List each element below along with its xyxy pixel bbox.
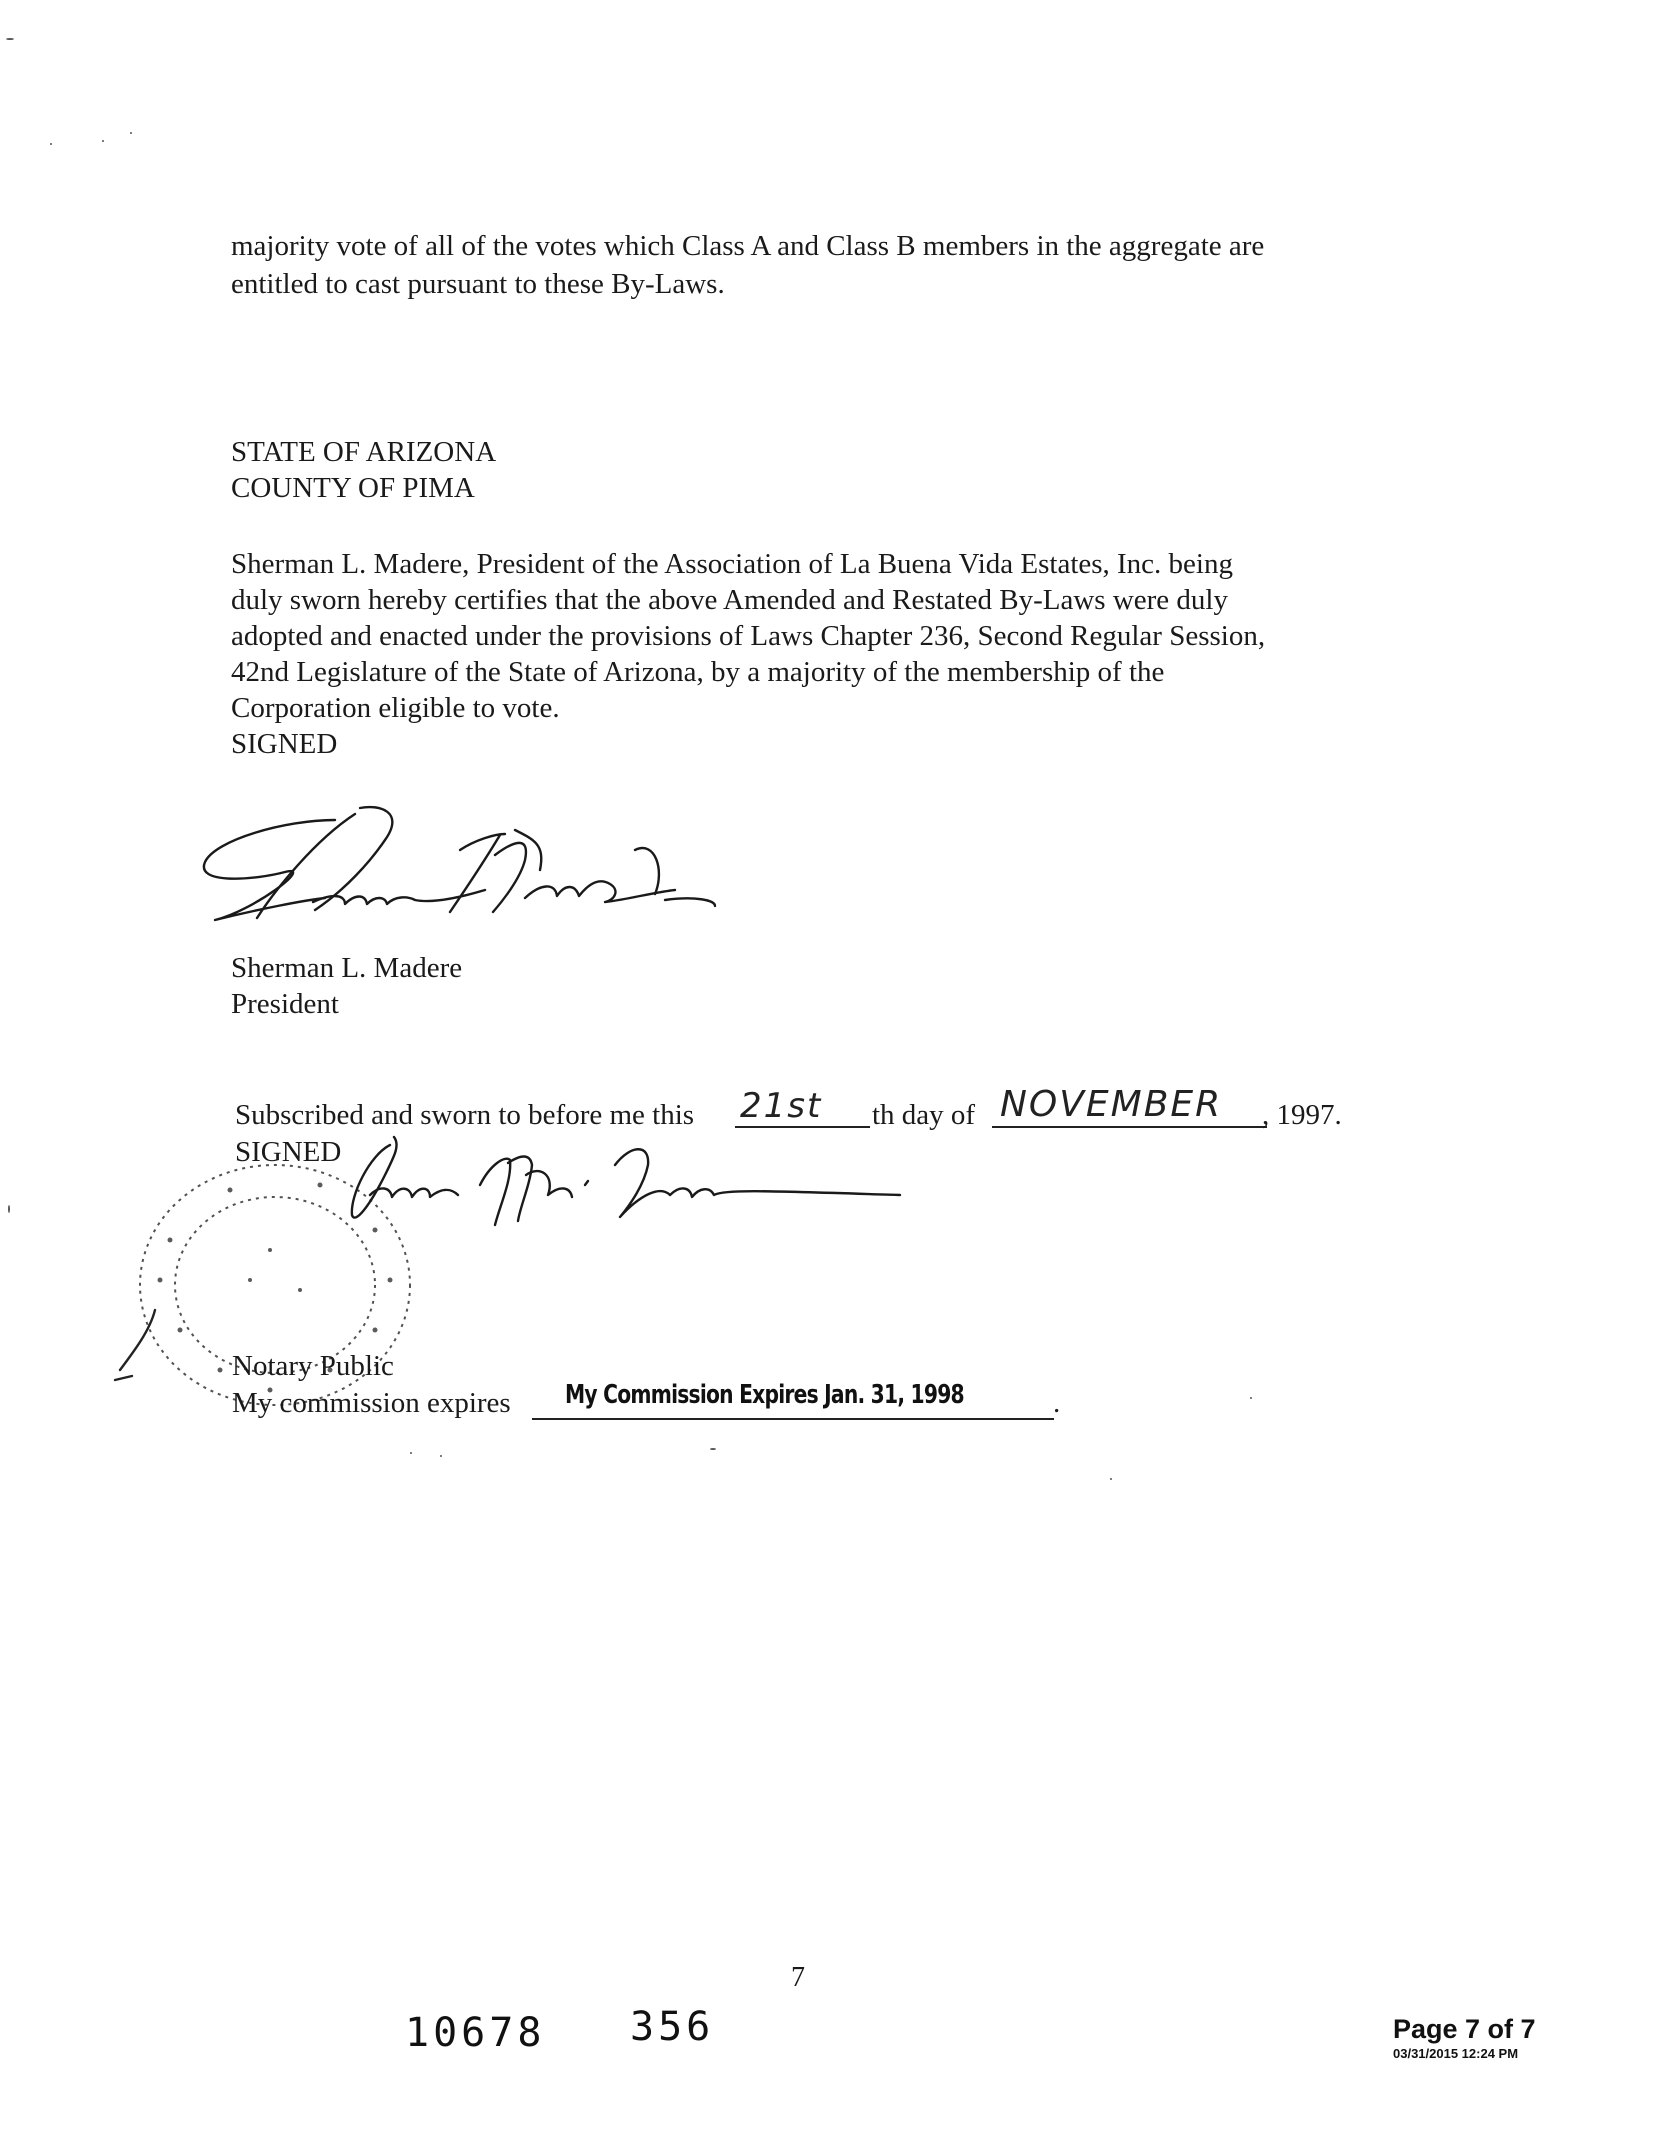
paragraph-line: entitled to cast pursuant to these By-Laws. bbox=[231, 268, 725, 300]
certification-line: Sherman L. Madere, President of the Association of La Buena Vida Estates, Inc. being bbox=[231, 548, 1233, 580]
commission-label: My commission expires bbox=[232, 1387, 511, 1419]
docket-page: 356 bbox=[630, 2004, 715, 2050]
page-number: 7 bbox=[791, 1962, 805, 1993]
scan-speck bbox=[102, 140, 104, 142]
signer-title: President bbox=[231, 988, 339, 1020]
month-field bbox=[992, 1126, 1267, 1128]
signer-name: Sherman L. Madere bbox=[231, 952, 463, 984]
certification-line: duly sworn hereby certifies that the above Amended and Restated By-Laws were duly bbox=[231, 584, 1228, 616]
commission-field bbox=[532, 1418, 1054, 1420]
jurat-mid: th day of bbox=[872, 1099, 976, 1131]
scan-speck bbox=[1250, 1397, 1252, 1399]
certification-line: adopted and enacted under the provisions of Laws Chapter 236, Second Regular Session, bbox=[231, 620, 1266, 652]
day-handwritten: 21st bbox=[740, 1086, 823, 1126]
commission-stamp: My Commission Expires Jan. 31, 1998 bbox=[565, 1380, 964, 1410]
certification-line: Corporation eligible to vote. bbox=[231, 692, 560, 724]
certification-line: 42nd Legislature of the State of Arizona, by a majority of the membership of the bbox=[231, 656, 1165, 688]
paragraph-line: majority vote of all of the votes which Class A and Class B members in the aggregate are bbox=[231, 230, 1265, 262]
notary-label: Notary Public bbox=[232, 1350, 394, 1382]
scan-speck bbox=[8, 1205, 10, 1213]
month-handwritten: NOVEMBER bbox=[1000, 1084, 1223, 1125]
president-signature bbox=[195, 800, 735, 950]
jurat-signed-label: SIGNED bbox=[235, 1136, 342, 1168]
jurat-prefix: Subscribed and sworn to before me this bbox=[235, 1099, 695, 1131]
page-of-label: Page 7 of 7 bbox=[1393, 2014, 1536, 2044]
notary-signature bbox=[330, 1125, 910, 1235]
scan-speck bbox=[440, 1455, 442, 1457]
scan-speck bbox=[710, 1448, 716, 1450]
commission-trailing: . bbox=[1053, 1387, 1061, 1419]
jurat-year: , 1997. bbox=[1262, 1099, 1342, 1131]
signed-label: SIGNED bbox=[231, 728, 338, 760]
scan-speck bbox=[1110, 1478, 1112, 1480]
venue-county: COUNTY OF PIMA bbox=[231, 472, 475, 504]
venue-state: STATE OF ARIZONA bbox=[231, 436, 497, 468]
print-timestamp: 03/31/2015 12:24 PM bbox=[1393, 2046, 1519, 2061]
docket-number: 10678 bbox=[405, 2010, 546, 2056]
scan-speck bbox=[410, 1452, 412, 1454]
scan-speck bbox=[50, 143, 52, 145]
scan-mark bbox=[6, 38, 14, 40]
scan-speck bbox=[130, 132, 132, 134]
